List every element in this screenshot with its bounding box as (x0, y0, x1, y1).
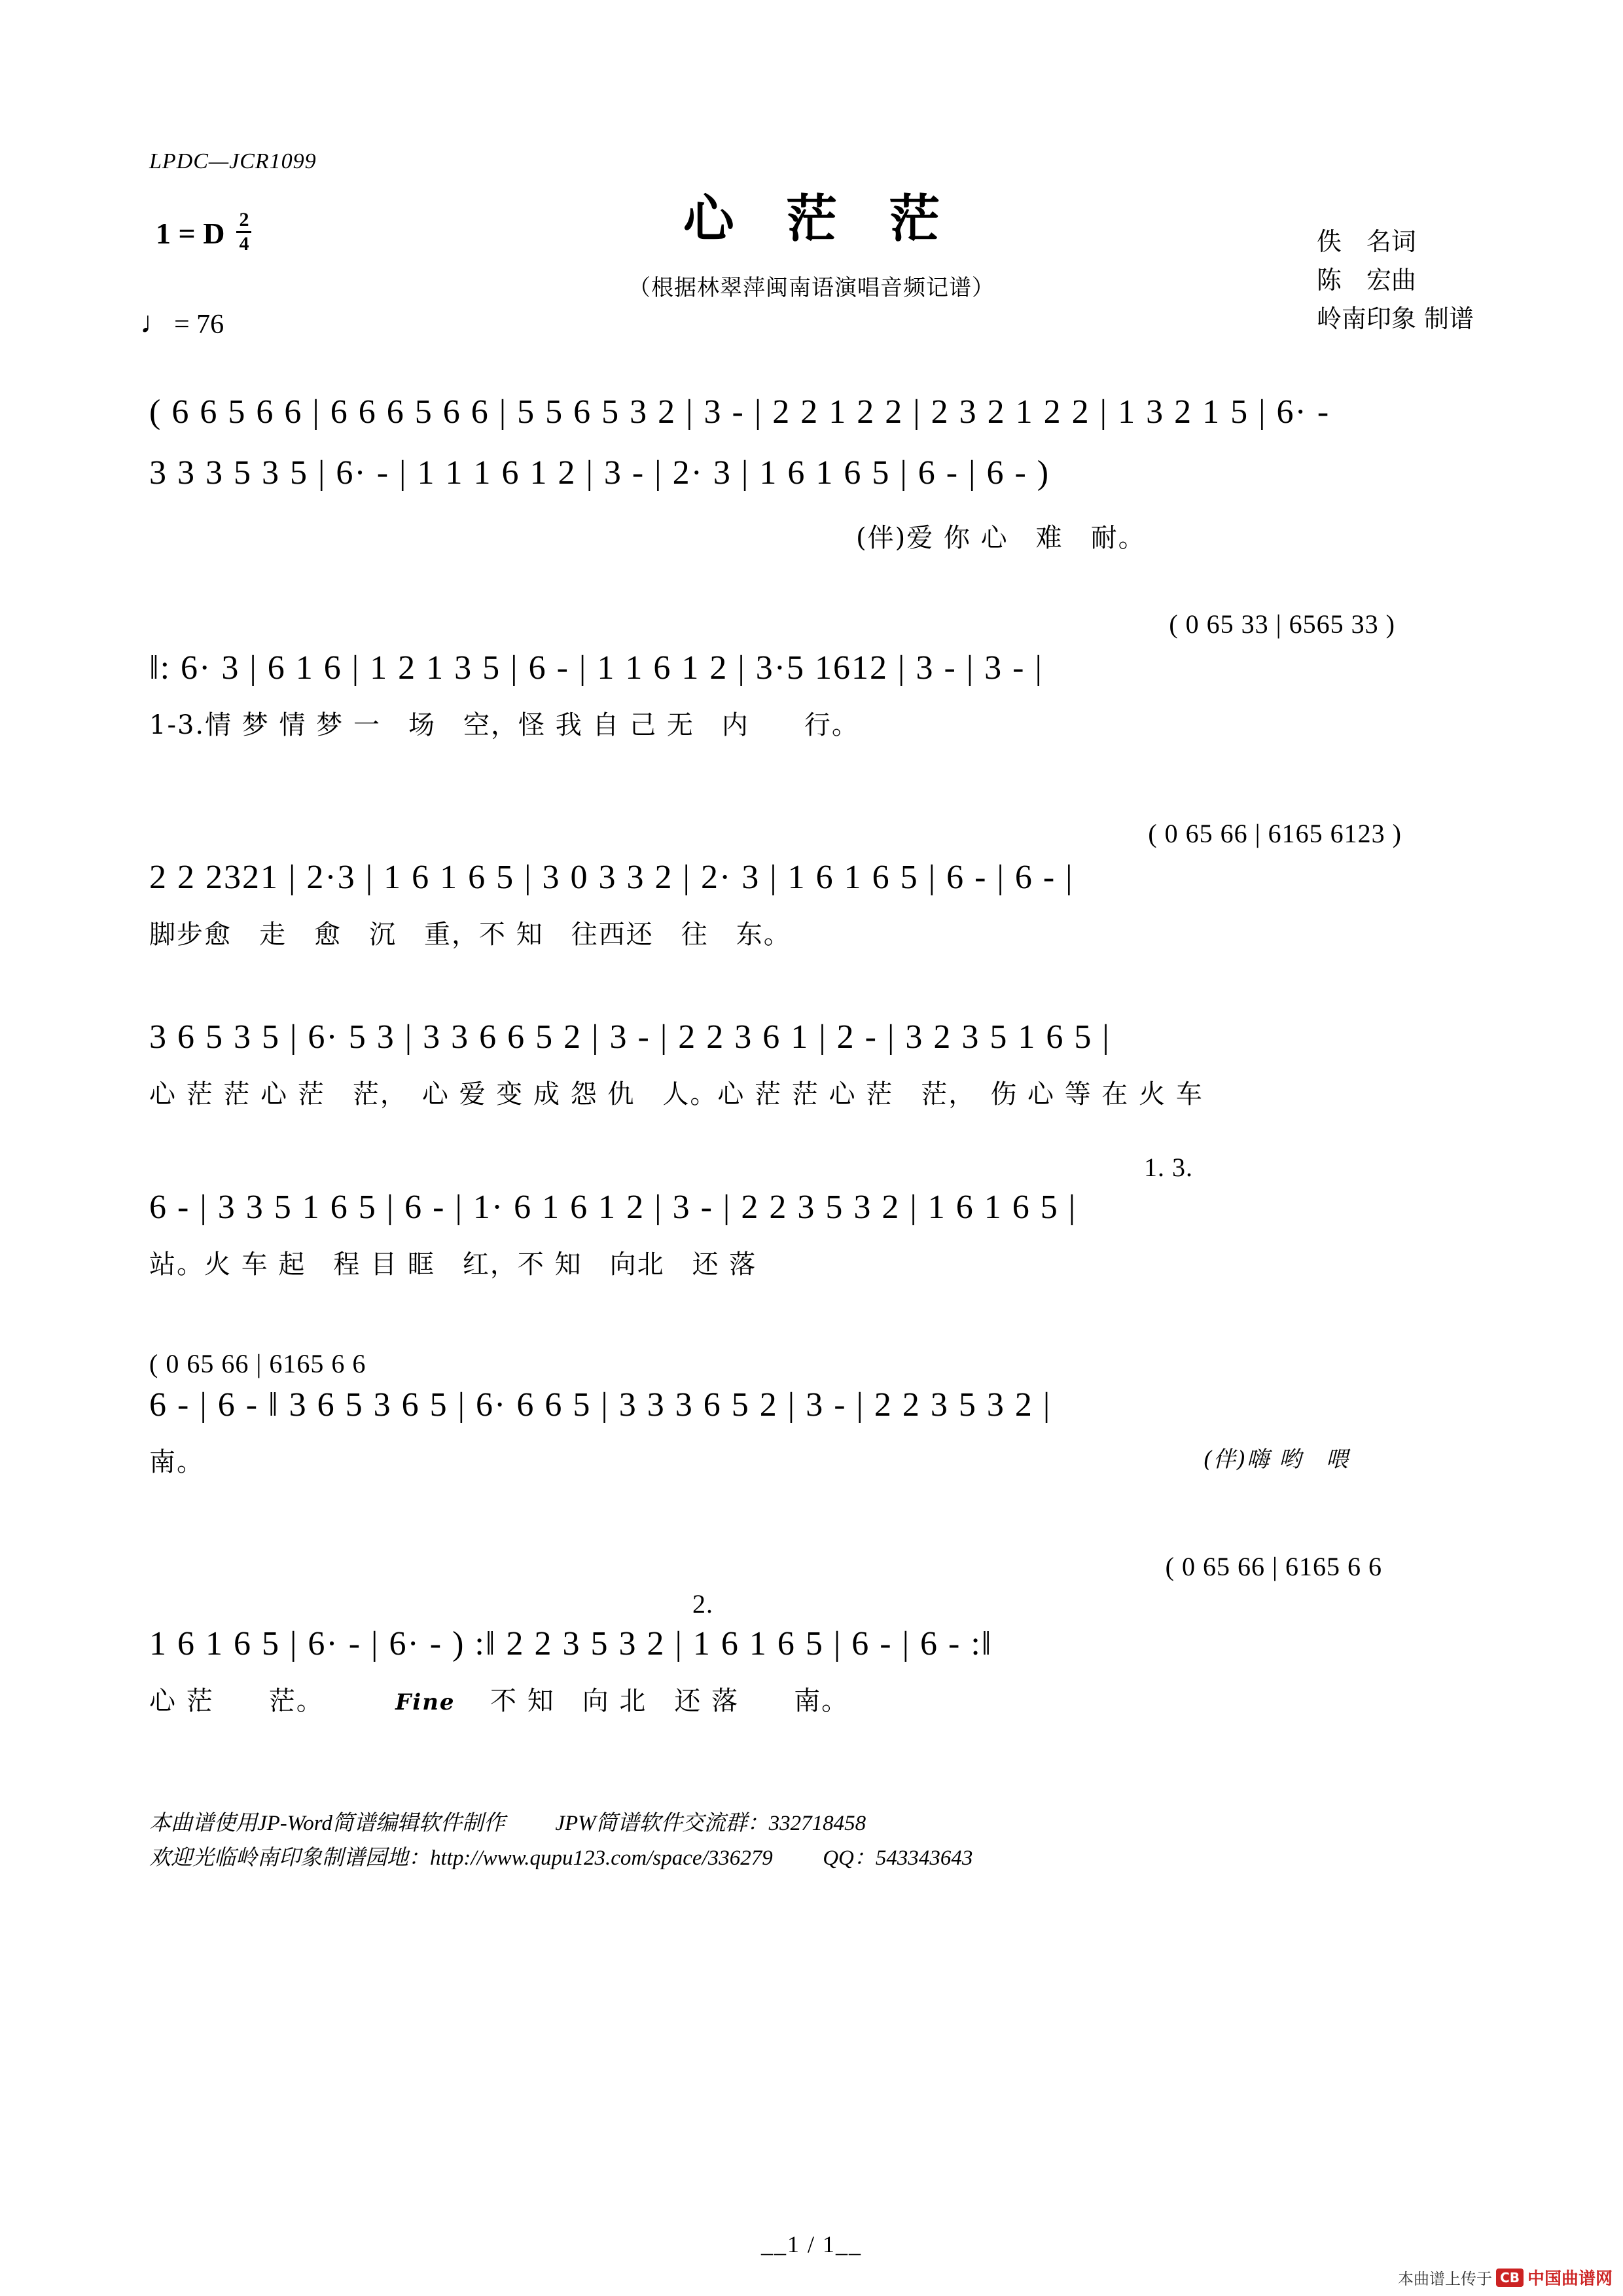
footer-line-1 (149, 1806, 972, 1841)
footer-qq: QQ：543343643 (823, 1846, 973, 1870)
system-5-lyric-accompaniment: (伴)嗨 哟 喂 (1203, 1446, 1349, 1473)
system-5-lyric-row (149, 1441, 1474, 1479)
footer-qq-group: JPW简谱软件交流群：332718458 (555, 1812, 866, 1835)
page-title: 心 茫 茫 (683, 189, 957, 249)
credit-arranger: 岭南印象 制谱 (1316, 304, 1474, 333)
system-4-repeat-bracket: 1. 3. (1144, 1153, 1193, 1182)
credit-lyricist: 佚 名词 (1316, 227, 1416, 256)
footer-line-2 (149, 1841, 972, 1876)
system-3-lyric: 心 茫 茫 心 茫 茫， 心 爱 变 成 怨 仇 人。心 茫 茫 心 茫 茫， 伤 心 等 在 火 车 (149, 1079, 1204, 1109)
fine-marking: Fine (395, 1689, 455, 1715)
system-5-notes: 6 - | 6 - ‖ 3 6 5 3 6 5 | 6· 6 6 5 | 3 3 3 6 5 2 | 3 - | 2 2 3 5 3 2 | (149, 1386, 1052, 1424)
time-signature-numerator: 2 (236, 209, 251, 233)
time-signature-denominator: 4 (239, 232, 249, 255)
footer-software-note: 本曲谱使用JP-Word简谱编辑软件制作 (149, 1812, 505, 1835)
system-6 (149, 1551, 1474, 1717)
system-5-cue: ( 0 65 66 | 6165 6 6 (149, 1349, 366, 1378)
intro-notes-line-2: 3 3 3 5 3 5 | 6· - | 1 1 1 6 1 2 | 3 - | 2· 3 | 1 6 1 6 5 | 6 - | 6 - ) (149, 454, 1050, 492)
key-signature (156, 211, 251, 255)
catalog-number: LPDC—JCR1099 (149, 149, 317, 173)
system-2-cue: ( 0 65 66 | 6165 6123 ) (1148, 819, 1402, 848)
key-label: 1 = D (156, 216, 225, 250)
watermark-site: 中国曲谱网 (1527, 2269, 1613, 2289)
system-6-repeat-bracket: 2. (692, 1589, 713, 1619)
system-6-notes: 1 6 1 6 5 | 6· - | 6· - ) :‖ 2 2 3 5 3 2 | 1 6 1 6 5 | 6 - | 6 - :‖ (149, 1625, 993, 1662)
system-4-notes: 6 - | 3 3 5 1 6 5 | 6 - | 1· 6 1 6 1 2 | 3 - | 2 2 3 5 3 2 | 1 6 1 6 5 | (149, 1189, 1077, 1226)
system-6-lyric-after: 不 知 向 北 还 落 南。 (490, 1686, 849, 1716)
footer-homepage[interactable]: 欢迎光临岭南印象制谱园地：http://www.qupu123.com/space/336279 (149, 1846, 773, 1870)
system-4-lyric: 站。火 车 起 程 目 眶 红，不 知 向北 还 落 (149, 1249, 757, 1280)
quarter-note-icon: ♩ (140, 306, 170, 339)
system-2-lyric: 脚步愈 走 愈 沉 重，不 知 往西还 往 东。 (149, 920, 791, 950)
page-number: __1 / 1__ (760, 2231, 862, 2257)
tempo-marking (140, 306, 224, 340)
system-5-lyric: 南。 (149, 1447, 204, 1477)
credits (1317, 223, 1474, 338)
subtitle: （根据林翠萍闽南语演唱音频记谱） (628, 275, 995, 301)
footer-credits (149, 1806, 972, 1876)
system-1-cue: ( 0 65 33 | 6565 33 ) (1169, 609, 1395, 639)
system-1-lyric: 1-3.情 梦 情 梦 一 场 空，怪 我 自 己 无 内 行。 (149, 710, 859, 740)
credit-composer: 陈 宏曲 (1316, 265, 1416, 295)
intro-lyric: (伴)爱 你 心 难 耐。 (856, 523, 1146, 553)
system-2 (149, 818, 1474, 951)
system-6-lyric: 心 茫 茫。 (149, 1686, 324, 1716)
system-6-lyric-row (149, 1680, 1474, 1717)
system-1-notes: ‖: 6· 3 | 6 1 6 | 1 2 1 3 5 | 6 - | 1 1 6 1 2 | 3·5 1612 | 3 - | 3 - | (149, 649, 1043, 687)
system-6-cue: ( 0 65 66 | 6165 6 6 (1165, 1552, 1382, 1581)
system-5 (149, 1348, 1474, 1479)
system-4 (149, 1152, 1474, 1281)
intro-notes-line-1: ( 6 6 5 6 6 | 6 6 6 5 6 6 | 5 5 6 5 3 2 | 3 - | 2 2 1 2 2 | 2 3 2 1 2 2 | 1 3 2 1 5 | 6· - (149, 393, 1330, 431)
watermark (1398, 2265, 1613, 2289)
system-1 (149, 609, 1474, 742)
watermark-logo-icon: CB (1496, 2269, 1524, 2287)
time-signature (236, 209, 251, 254)
system-3-notes: 3 6 5 3 5 | 6· 5 3 | 3 3 6 6 5 2 | 3 - | 2 2 3 6 1 | 2 - | 3 2 3 5 1 6 5 | (149, 1018, 1111, 1056)
tempo-value: = 76 (174, 310, 224, 340)
system-3 (149, 1018, 1474, 1111)
intro-system (149, 393, 1474, 554)
system-2-notes: 2 2 2321 | 2·3 | 1 6 1 6 5 | 3 0 3 3 2 | 2· 3 | 1 6 1 6 5 | 6 - | 6 - | (149, 859, 1074, 896)
watermark-text: 本曲谱上传于 (1398, 2270, 1493, 2288)
